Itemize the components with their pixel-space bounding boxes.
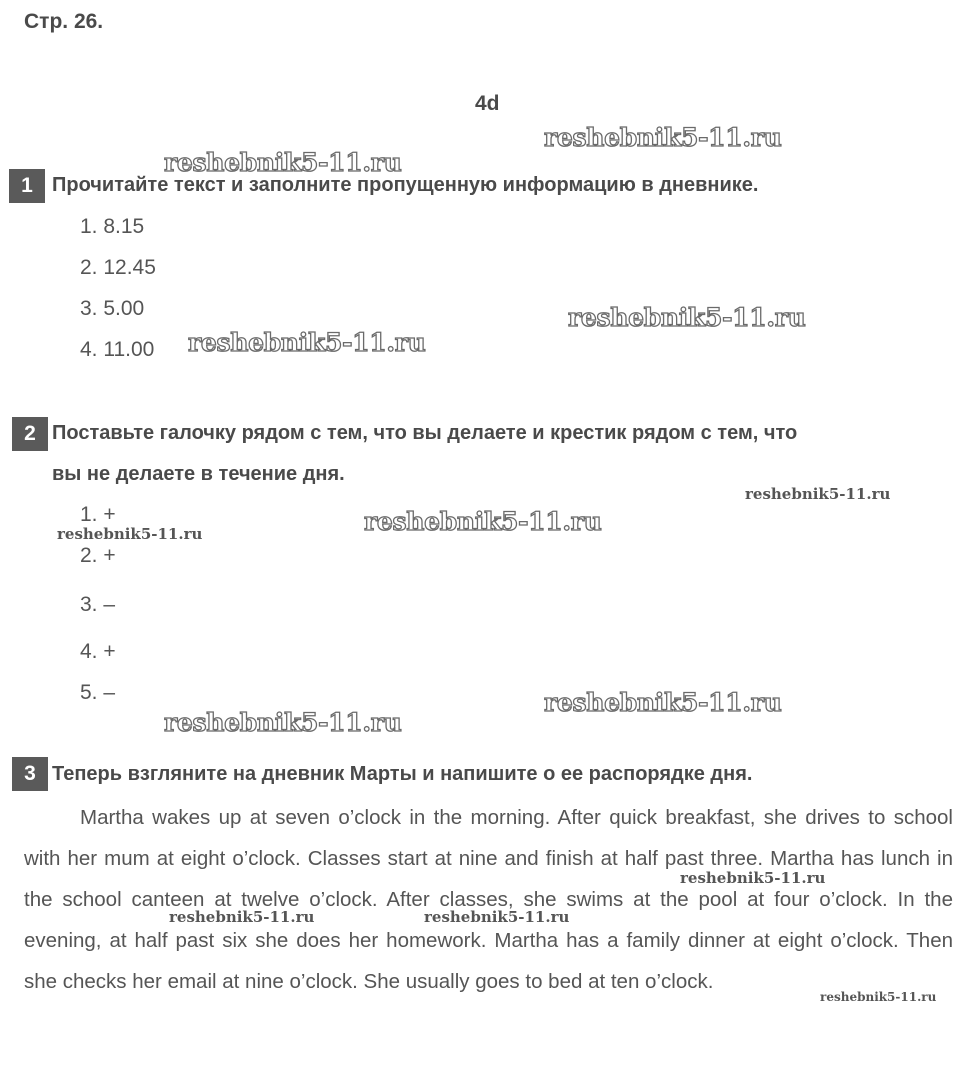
task-1-answer: 4. 11.00 (80, 338, 155, 361)
watermark: reshebnik5-11.ru (544, 123, 782, 152)
watermark: reshebnik5-11.ru (544, 688, 782, 717)
watermark: reshebnik5-11.ru (164, 148, 402, 177)
task-3-instruction: Теперь взгляните на дневник Марты и напишите о ее распорядке дня. (52, 763, 753, 785)
task-2-number-badge: 2 (12, 417, 48, 451)
task-2-answer: 1. + (80, 503, 116, 526)
task-1-answer: 2. 12.45 (80, 256, 156, 279)
watermark: reshebnik5-11.ru (364, 507, 602, 536)
task-2-answer: 5. – (80, 681, 116, 704)
task-1-answer: 1. 8.15 (80, 215, 145, 238)
page-number: Стр. 26. (24, 10, 104, 33)
task-2-answer: 3. – (80, 593, 116, 616)
watermark: reshebnik5-11.ru (57, 525, 203, 543)
task-3-answer-text: Martha wakes up at seven o’clock in the morning. After quick breakfast, she drives to school with her mum at eight o’clock. Classes start at nine and finish at half past three. Martha has lunch in the school canteen at twelve o’clock. After classes, she swims at the pool at four o’clock. In the evening, at half past six she does her homework. Martha has a family dinner at eight o’clock. Then she checks her email at nine o’clock. She usually goes to bed at ten o’clock. (24, 806, 953, 993)
watermark: reshebnik5-11.ru (169, 908, 315, 926)
task-3-number-badge: 3 (12, 757, 48, 791)
task-2-instruction-line-2: вы не делаете в течение дня. (52, 463, 345, 485)
task-2-answer: 2. + (80, 544, 116, 567)
task-1-answer: 3. 5.00 (80, 297, 145, 320)
section-heading: 4d (475, 92, 500, 115)
task-1-instruction: Прочитайте текст и заполните пропущенную информацию в дневнике. (52, 174, 759, 196)
watermark: reshebnik5-11.ru (568, 303, 806, 332)
watermark: reshebnik5-11.ru (680, 869, 826, 887)
task-2-instruction-line-1: Поставьте галочку рядом с тем, что вы делаете и крестик рядом с тем, что (52, 422, 798, 444)
task-1-number-badge: 1 (9, 169, 45, 203)
watermark: reshebnik5-11.ru (164, 708, 402, 737)
task-2-answer: 4. + (80, 640, 116, 663)
watermark: reshebnik5-11.ru (820, 990, 937, 1004)
watermark: reshebnik5-11.ru (188, 328, 426, 357)
task-3-answer-paragraph (24, 797, 953, 1002)
watermark: reshebnik5-11.ru (424, 908, 570, 926)
watermark: reshebnik5-11.ru (745, 485, 891, 503)
